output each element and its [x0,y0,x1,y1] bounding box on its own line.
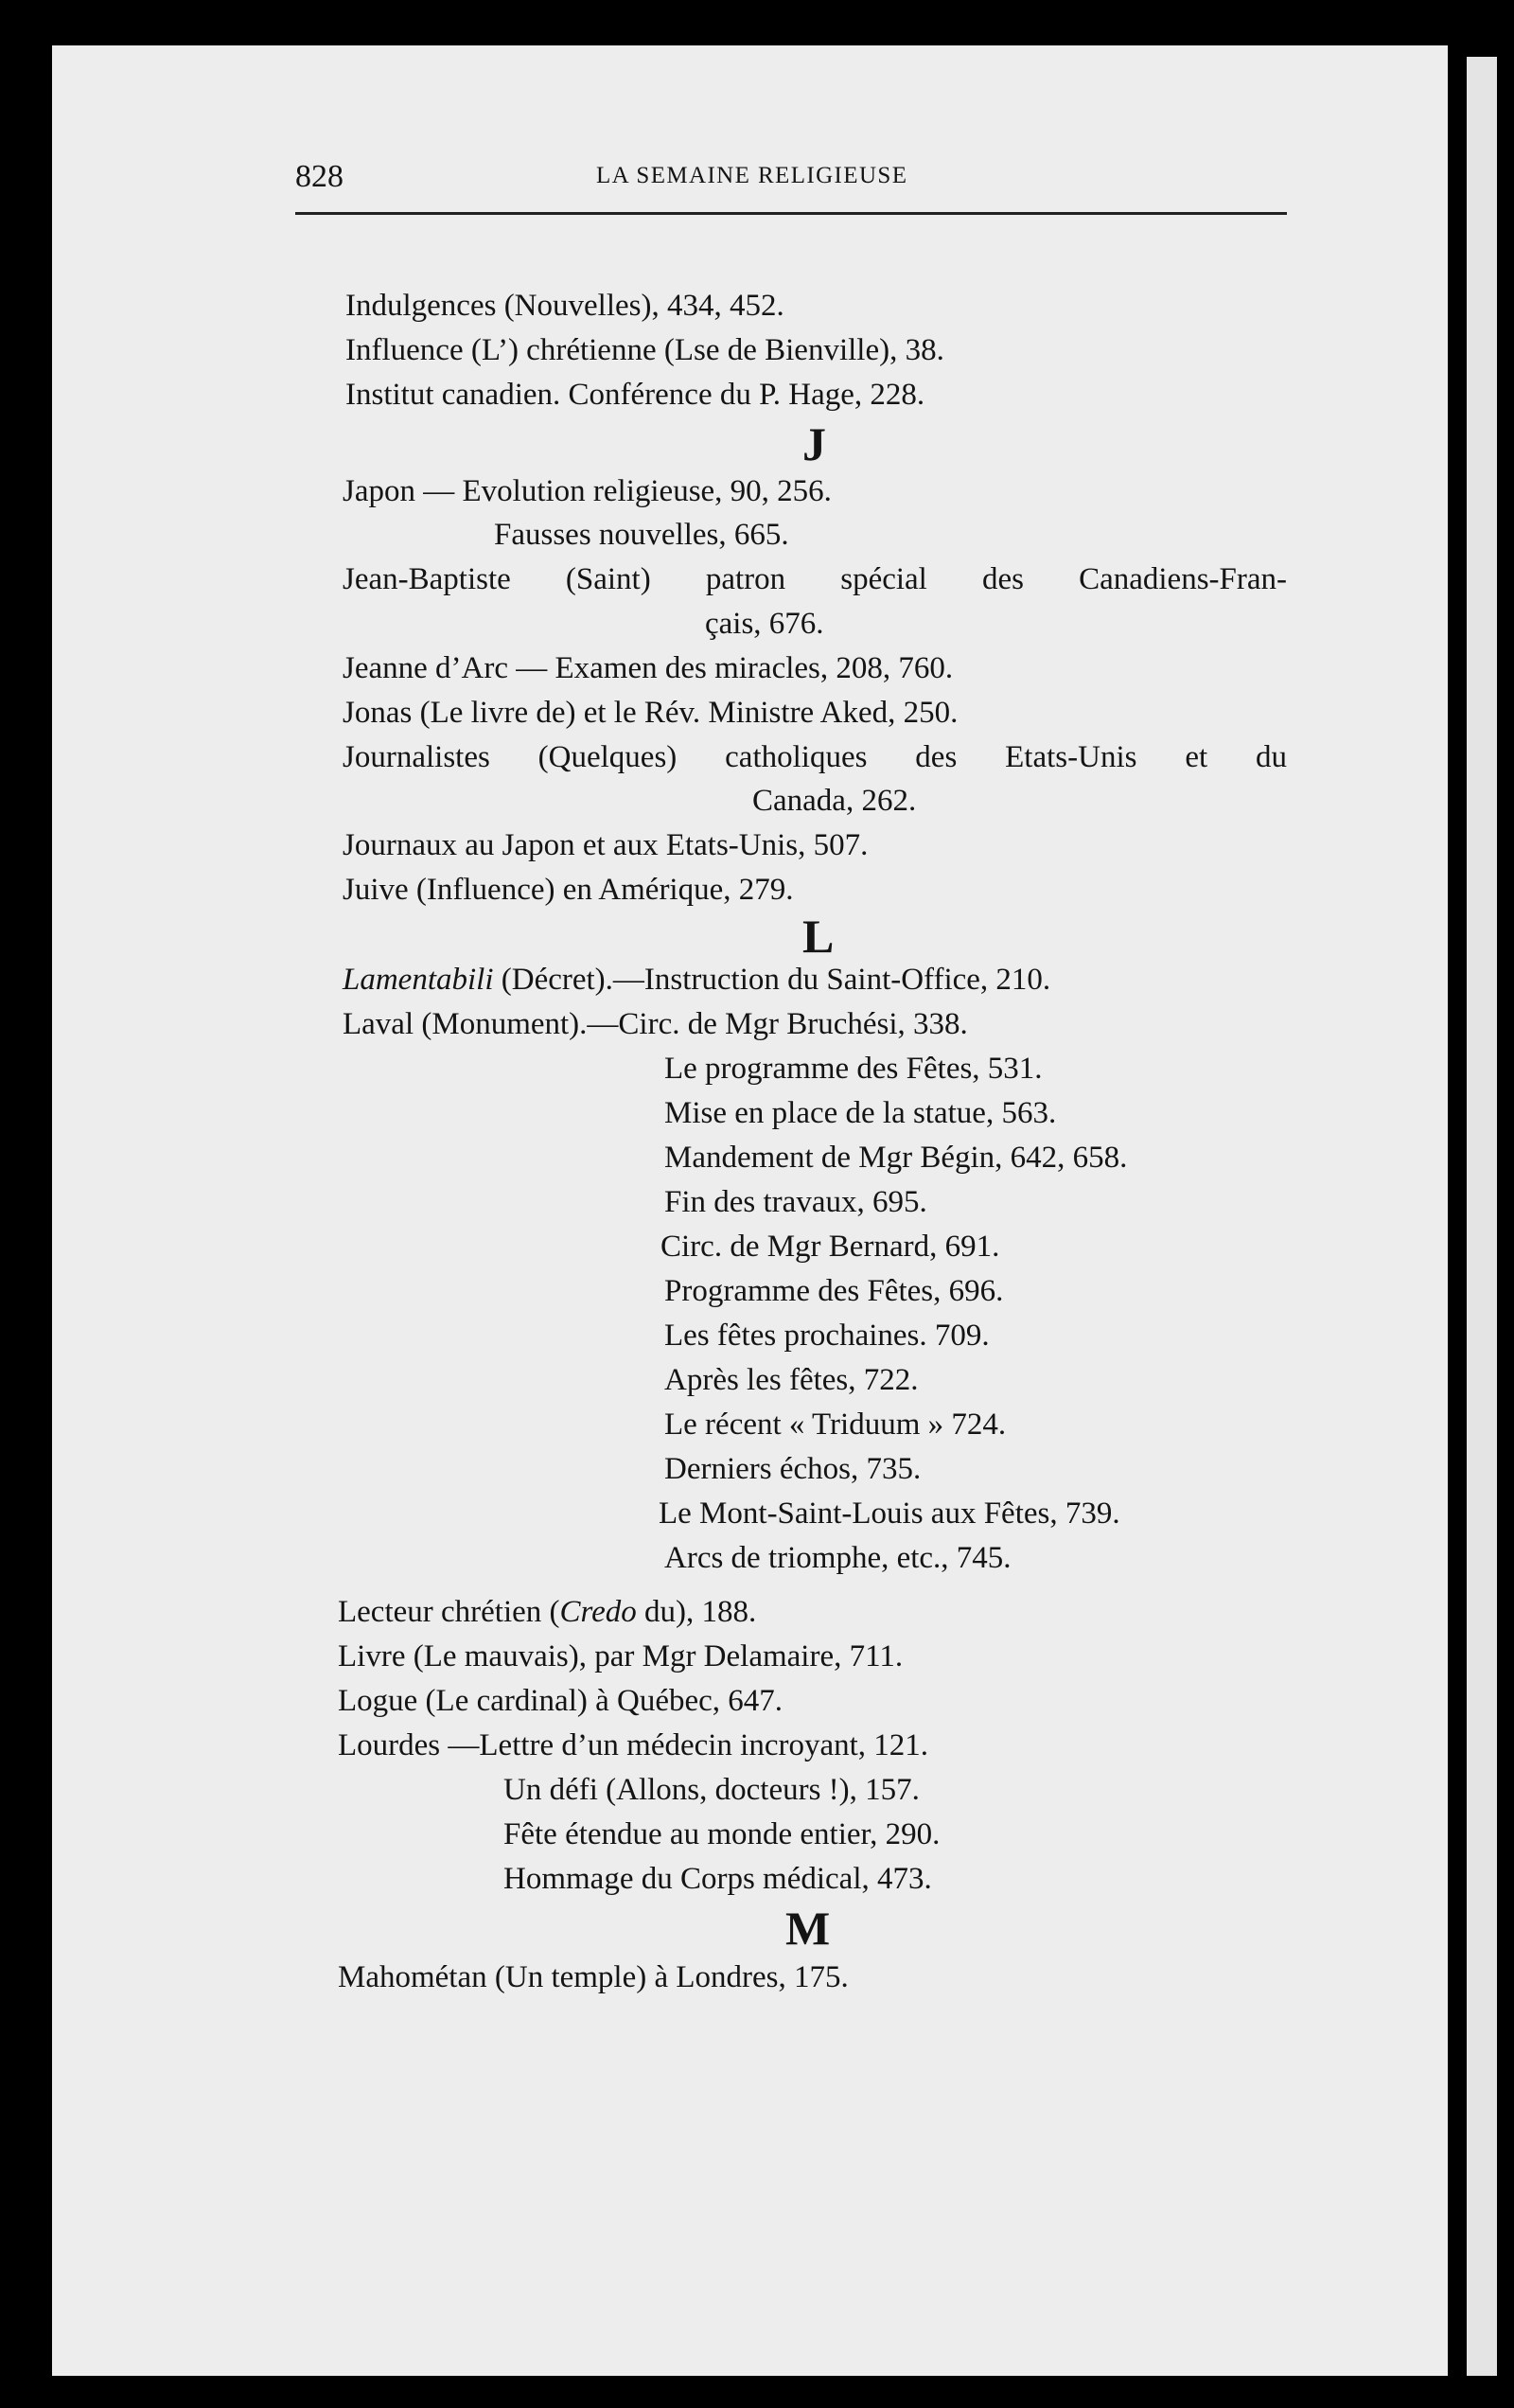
index-entry: Lourdes —Lettre d’un médecin incroyant, 121. [338,1728,929,1762]
index-subentry: Un défi (Allons, docteurs !), 157. [503,1773,920,1807]
italic-title: Credo [559,1595,637,1629]
header-rule [295,212,1287,215]
index-entry: Japon — Evolution religieuse, 90, 256. [343,474,832,508]
index-entry: Mahométan (Un temple) à Londres, 175. [338,1960,849,1994]
facing-page-edge [1467,57,1497,2376]
index-subentry: Derniers échos, 735. [664,1452,922,1486]
index-subentry: Programme des Fêtes, 696. [664,1274,1004,1308]
index-entry: Livre (Le mauvais), par Mgr Delamaire, 711. [338,1639,904,1673]
index-subentry: Fin des travaux, 695. [664,1185,927,1219]
index-continuation: çais, 676. [705,607,824,641]
index-entry: Influence (L’) chrétienne (Lse de Bienville), 38. [345,333,944,367]
italic-title: Lamentabili [343,963,494,997]
index-entry: Institut canadien. Conférence du P. Hage, 228. [345,378,925,412]
index-subentry: Mise en place de la statue, 563. [664,1096,1057,1130]
index-subentry: Fête étendue au monde entier, 290. [503,1817,941,1851]
section-letter: M [785,1902,831,1955]
index-entry: Indulgences (Nouvelles), 434, 452. [345,289,784,323]
index-subentry: Fausses nouvelles, 665. [494,518,789,552]
index-entry: Laval (Monument).—Circ. de Mgr Bruchési, 338. [343,1007,968,1041]
index-subentry: Le récent « Triduum » 724. [664,1408,1007,1442]
index-subentry: Circ. de Mgr Bernard, 691. [660,1230,1000,1264]
running-title: LA SEMAINE RELIGIEUSE [596,163,908,188]
index-entry: Logue (Le cardinal) à Québec, 647. [338,1684,783,1718]
index-entry: Lamentabili (Décret).—Instruction du Saint-Office, 210. [343,963,1051,997]
index-subentry: Le Mont-Saint-Louis aux Fêtes, 739. [659,1496,1120,1531]
index-subentry: Mandement de Mgr Bégin, 642, 658. [664,1141,1128,1175]
index-continuation: Canada, 262. [752,784,917,818]
index-subentry: Le programme des Fêtes, 531. [664,1052,1043,1086]
section-letter: J [802,417,826,470]
index-subentry: Après les fêtes, 722. [664,1363,919,1397]
index-entry: Journalistes (Quelques) catholiques des Etats-Unis et du [343,740,1287,774]
index-subentry: Hommage du Corps médical, 473. [503,1862,932,1896]
index-entry: Juive (Influence) en Amérique, 279. [343,873,794,907]
index-entry: Jeanne d’Arc — Examen des miracles, 208, 760. [343,651,954,685]
index-subentry: Les fêtes prochaines. 709. [664,1319,990,1353]
section-letter: L [802,910,835,963]
index-entry: Lecteur chrétien (Credo du), 188. [338,1595,757,1629]
index-entry: Jean-Baptiste (Saint) patron spécial des Canadiens-Fran- [343,562,1287,596]
index-subentry: Arcs de triomphe, etc., 745. [664,1541,1012,1575]
index-entry: Jonas (Le livre de) et le Rév. Ministre Aked, 250. [343,696,959,730]
index-entry: Journaux au Japon et aux Etats-Unis, 507. [343,828,869,862]
page-number: 828 [295,159,343,194]
